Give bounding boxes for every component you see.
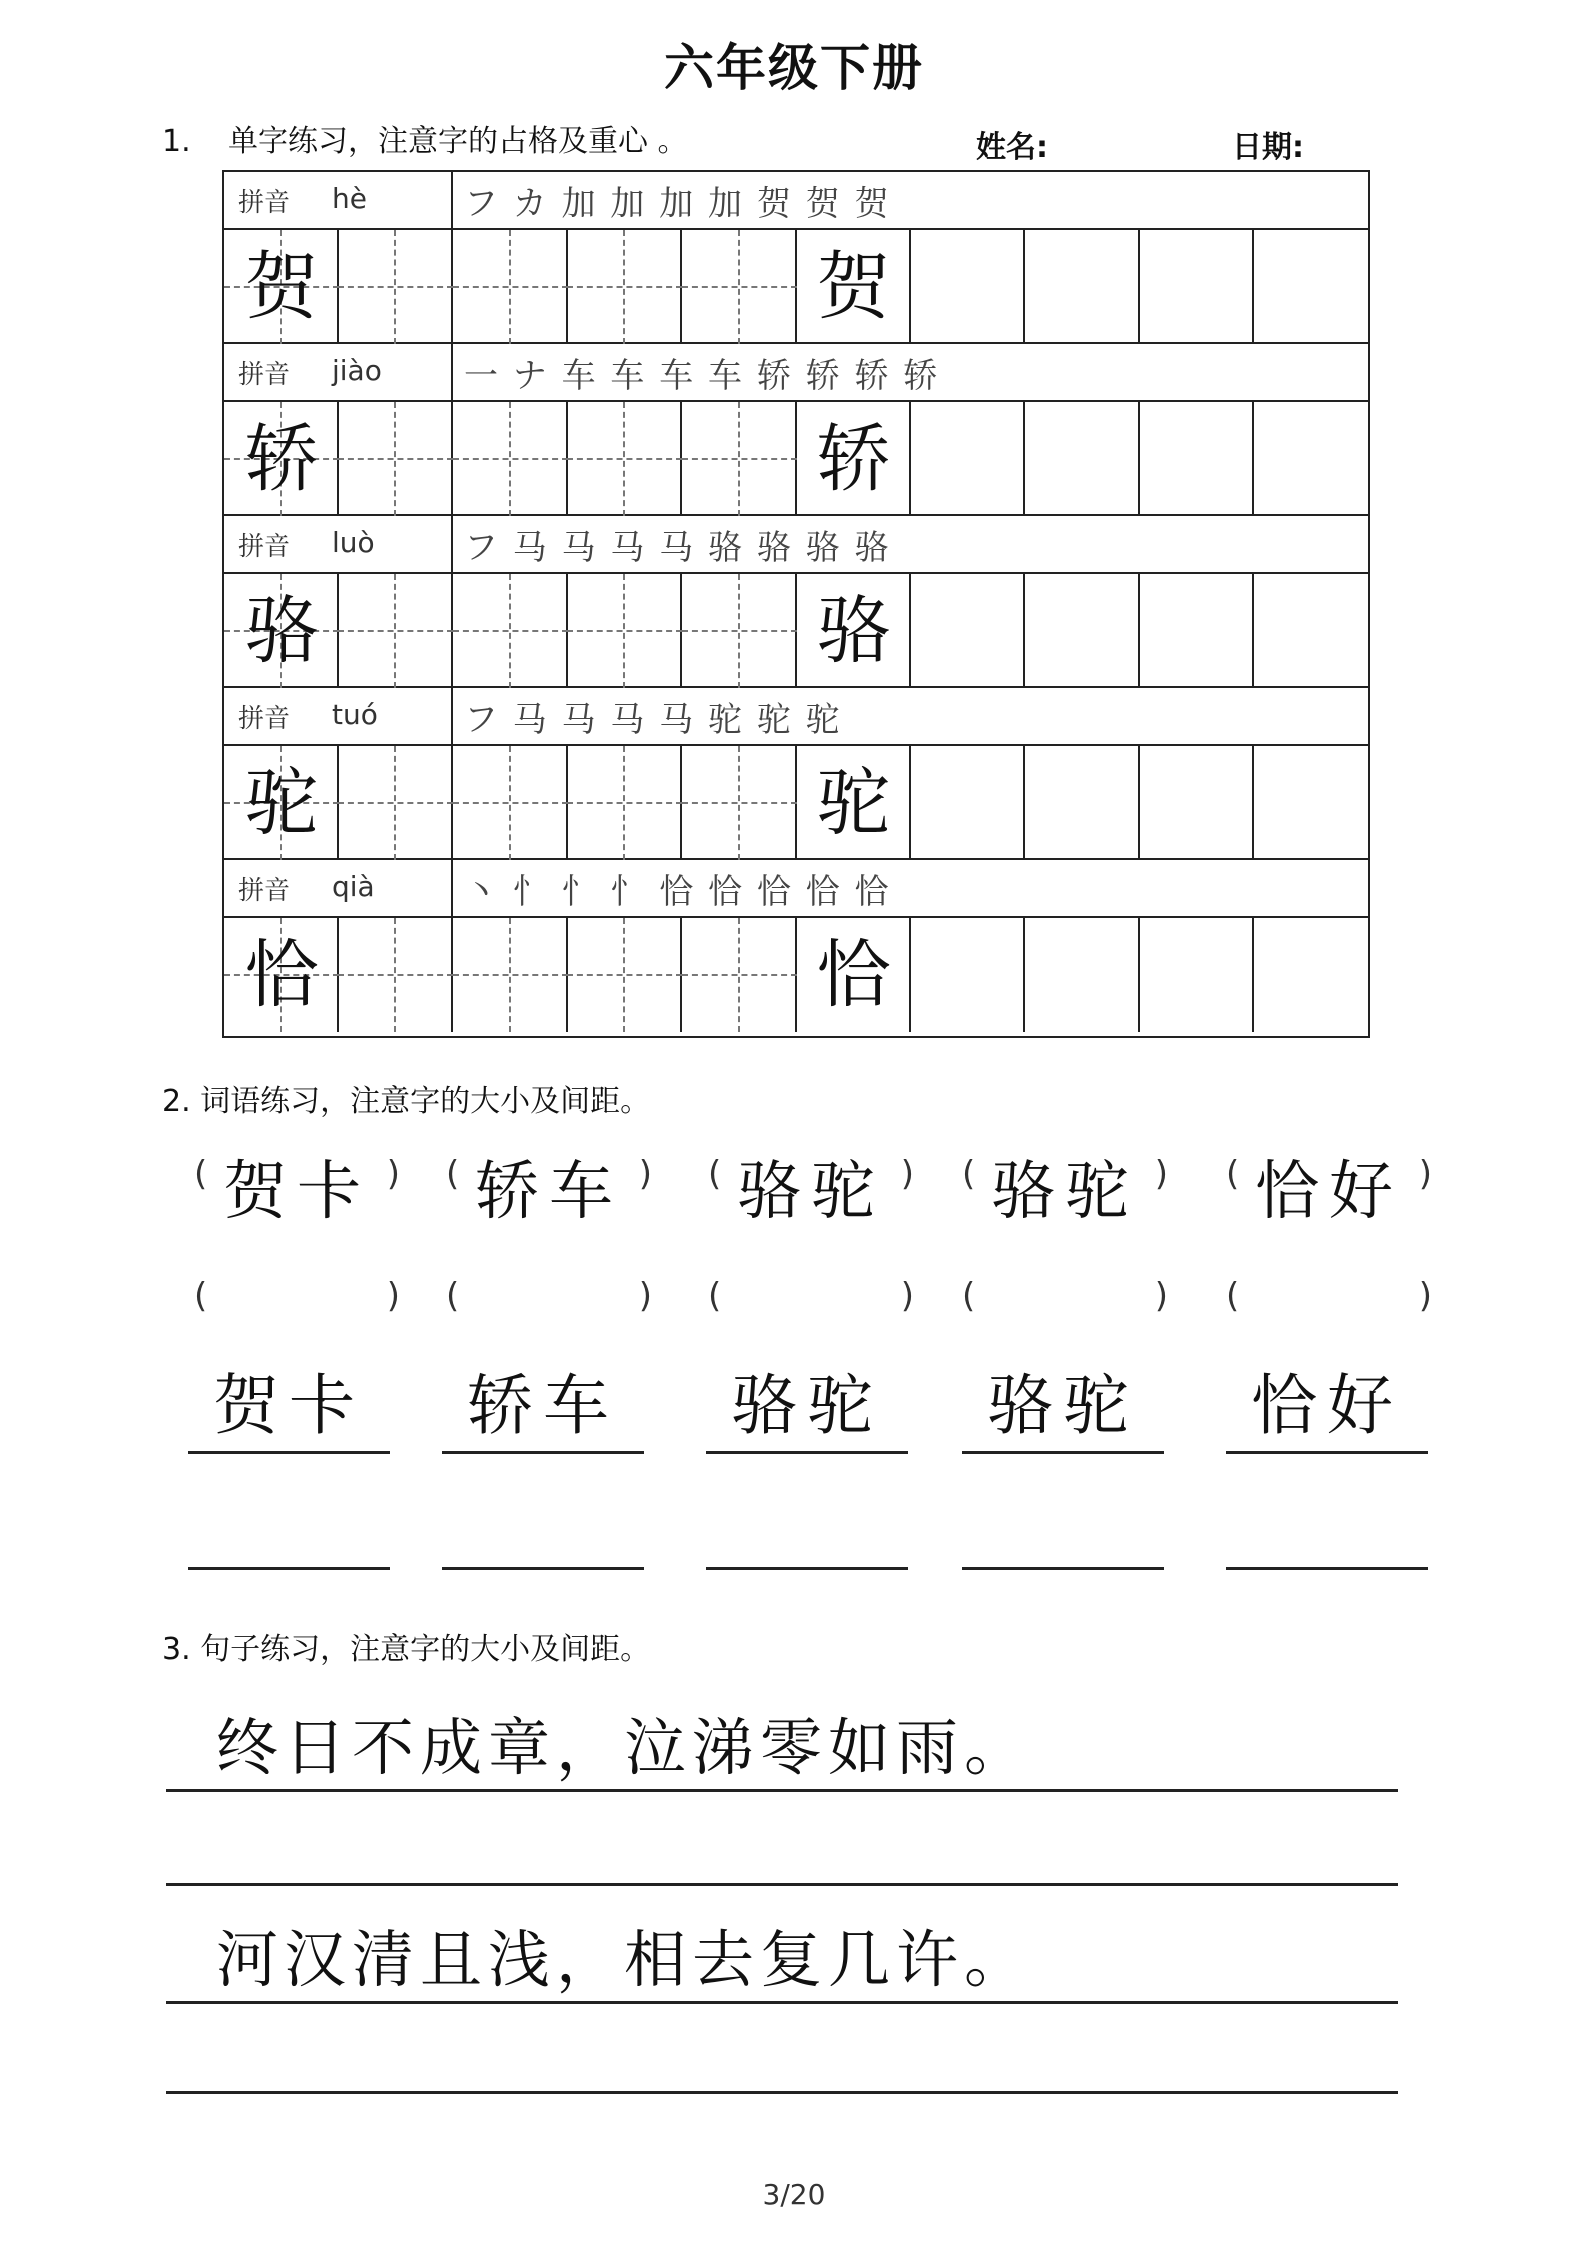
word-text: 恰好 xyxy=(1255,1155,1403,1229)
model-character-cell xyxy=(224,574,339,688)
right-paren: ) xyxy=(1154,1154,1168,1194)
sentence-text: 河汉清且浅，相去复几许。 xyxy=(216,1923,1033,1996)
model-character-cell xyxy=(224,918,339,1032)
left-paren: ( xyxy=(194,1154,208,1194)
cell-guide-horizontal xyxy=(453,458,568,460)
cell-guide-horizontal xyxy=(682,458,797,460)
practice-cell[interactable] xyxy=(338,230,453,344)
model-word-line xyxy=(442,1367,644,1454)
pinyin-label: 拼音 xyxy=(238,532,291,562)
cell-guide-horizontal xyxy=(338,802,453,804)
left-paren: ( xyxy=(446,1154,460,1194)
section1-heading-text: 单字练习，注意字的占格及重心 。 xyxy=(228,124,688,159)
left-paren: ( xyxy=(194,1276,208,1316)
model-sentence-line xyxy=(166,1702,1398,1792)
pinyin-answer-blank[interactable] xyxy=(446,1262,652,1342)
practice-word-line[interactable] xyxy=(706,1500,908,1570)
model-character: 骆 xyxy=(816,588,891,674)
practice-cell[interactable] xyxy=(338,746,453,860)
word-reading-with-pinyin-space xyxy=(962,1140,1168,1229)
model-character-cell xyxy=(224,402,339,516)
pinyin-divider xyxy=(451,688,453,746)
word-reading-with-pinyin-space xyxy=(194,1140,400,1229)
character-row xyxy=(224,402,1368,516)
cell-guide-horizontal xyxy=(338,974,453,976)
practice-sentence-line[interactable] xyxy=(166,1796,1398,1886)
stroke-order: 丶 忄 忄 忄 恰 恰 恰 恰 恰 xyxy=(464,872,891,912)
pinyin-value: jiào xyxy=(332,354,382,387)
practice-cell[interactable] xyxy=(910,230,1025,344)
right-paren: ) xyxy=(386,1154,400,1194)
practice-cell[interactable] xyxy=(453,402,568,516)
model-character-cell xyxy=(224,746,339,860)
practice-cell[interactable] xyxy=(1025,402,1140,516)
practice-cell[interactable] xyxy=(1025,918,1140,1032)
cell-guide-horizontal xyxy=(338,458,453,460)
model-character: 恰 xyxy=(244,932,319,1018)
pinyin-label: 拼音 xyxy=(238,704,291,734)
model-character: 驼 xyxy=(816,760,891,846)
pinyin-divider xyxy=(451,860,453,918)
model-character: 恰 xyxy=(816,932,891,1018)
practice-cell[interactable] xyxy=(1025,574,1140,688)
cell-guide-horizontal xyxy=(567,974,682,976)
practice-cell[interactable] xyxy=(682,746,797,860)
word-reading-with-pinyin-space xyxy=(708,1140,914,1229)
word-reading-with-pinyin-space xyxy=(446,1140,652,1229)
practice-cell[interactable] xyxy=(910,402,1025,516)
practice-cell[interactable] xyxy=(567,402,682,516)
cell-guide-horizontal xyxy=(567,286,682,288)
pinyin-divider xyxy=(451,344,453,402)
word-text: 骆驼 xyxy=(731,1367,883,1444)
pinyin-value: tuó xyxy=(332,698,378,731)
practice-cell[interactable] xyxy=(682,918,797,1032)
left-paren: ( xyxy=(446,1276,460,1316)
pinyin-value: qià xyxy=(332,870,375,903)
cell-guide-horizontal xyxy=(453,286,568,288)
right-paren: ) xyxy=(900,1154,914,1194)
practice-cell[interactable] xyxy=(338,918,453,1032)
cell-guide-horizontal xyxy=(453,630,568,632)
right-paren: ) xyxy=(638,1154,652,1194)
section2-heading: 2. 词语练习，注意字的大小及间距。 xyxy=(162,1084,651,1119)
character-practice-grid xyxy=(222,170,1370,1038)
model-character: 骆 xyxy=(244,588,319,674)
sentence-text: 终日不成章，泣涕零如雨。 xyxy=(216,1711,1033,1784)
pinyin-answer-blank[interactable] xyxy=(1226,1262,1432,1342)
practice-word-line[interactable] xyxy=(188,1500,390,1570)
practice-cell[interactable] xyxy=(567,574,682,688)
cell-guide-horizontal xyxy=(682,974,797,976)
cell-guide-horizontal xyxy=(682,630,797,632)
pinyin-answer-blank[interactable] xyxy=(708,1262,914,1342)
practice-cell[interactable] xyxy=(567,746,682,860)
left-paren: ( xyxy=(962,1276,976,1316)
model-character: 驼 xyxy=(244,760,319,846)
practice-cell[interactable] xyxy=(338,574,453,688)
model-word-line xyxy=(1226,1367,1428,1454)
practice-cell[interactable] xyxy=(1254,746,1369,860)
practice-cell[interactable] xyxy=(567,918,682,1032)
word-text: 恰好 xyxy=(1251,1367,1403,1444)
left-paren: ( xyxy=(962,1154,976,1194)
word-text: 轿车 xyxy=(475,1155,623,1229)
right-paren: ) xyxy=(1418,1154,1432,1194)
practice-cell[interactable] xyxy=(910,746,1025,860)
pinyin-divider xyxy=(451,516,453,574)
practice-cell[interactable] xyxy=(453,574,568,688)
model-word-line xyxy=(706,1367,908,1454)
pinyin-label: 拼音 xyxy=(238,188,291,218)
practice-cell[interactable] xyxy=(682,574,797,688)
date-label: 日期: xyxy=(1232,130,1304,165)
practice-cell[interactable] xyxy=(1254,230,1369,344)
model-character-cell xyxy=(796,574,911,688)
cell-guide-horizontal xyxy=(338,630,453,632)
cell-guide-horizontal xyxy=(567,630,682,632)
model-character-cell xyxy=(224,230,339,344)
model-character-cell xyxy=(796,230,911,344)
model-character: 轿 xyxy=(816,416,891,502)
model-word-line xyxy=(962,1367,1164,1454)
practice-word-line[interactable] xyxy=(442,1500,644,1570)
word-text: 骆驼 xyxy=(987,1367,1139,1444)
model-character: 轿 xyxy=(244,416,319,502)
pinyin-divider xyxy=(451,172,453,230)
stroke-order: フ 马 马 马 马 驼 驼 驼 xyxy=(464,700,842,740)
practice-cell[interactable] xyxy=(1139,574,1254,688)
practice-cell[interactable] xyxy=(682,402,797,516)
left-paren: ( xyxy=(1226,1154,1240,1194)
stroke-order: フ カ 加 加 加 加 贺 贺 贺 xyxy=(464,184,891,224)
left-paren: ( xyxy=(708,1154,722,1194)
pinyin-label: 拼音 xyxy=(238,360,291,390)
practice-cell[interactable] xyxy=(453,230,568,344)
practice-cell[interactable] xyxy=(1139,402,1254,516)
practice-cell[interactable] xyxy=(453,918,568,1032)
model-character-cell xyxy=(796,746,911,860)
pinyin-row xyxy=(224,344,1368,402)
character-row xyxy=(224,746,1368,860)
practice-cell[interactable] xyxy=(567,230,682,344)
word-text: 轿车 xyxy=(467,1367,619,1444)
pinyin-value: luò xyxy=(332,526,375,559)
model-sentence-line xyxy=(166,1914,1398,2004)
section3-heading: 3. 句子练习，注意字的大小及间距。 xyxy=(162,1632,651,1667)
word-text: 贺卡 xyxy=(213,1367,365,1444)
word-reading-with-pinyin-space xyxy=(1226,1140,1432,1229)
cell-guide-horizontal xyxy=(682,802,797,804)
practice-cell[interactable] xyxy=(1139,230,1254,344)
practice-cell[interactable] xyxy=(338,402,453,516)
practice-cell[interactable] xyxy=(453,746,568,860)
section1-number: 1. xyxy=(162,124,191,159)
right-paren: ) xyxy=(1418,1276,1432,1316)
model-character: 贺 xyxy=(244,244,319,330)
practice-cell[interactable] xyxy=(1254,574,1369,688)
page-title: 六年级下册 xyxy=(664,39,924,97)
character-row xyxy=(224,230,1368,344)
practice-cell[interactable] xyxy=(910,574,1025,688)
right-paren: ) xyxy=(638,1276,652,1316)
word-text: 骆驼 xyxy=(991,1155,1139,1229)
practice-cell[interactable] xyxy=(1139,746,1254,860)
page-number: 3/20 xyxy=(762,2178,826,2211)
right-paren: ) xyxy=(1154,1276,1168,1316)
left-paren: ( xyxy=(708,1276,722,1316)
cell-guide-horizontal xyxy=(567,802,682,804)
cell-guide-horizontal xyxy=(338,286,453,288)
left-paren: ( xyxy=(1226,1276,1240,1316)
cell-guide-horizontal xyxy=(682,286,797,288)
pinyin-answer-blank[interactable] xyxy=(194,1262,400,1342)
character-row xyxy=(224,574,1368,688)
pinyin-row xyxy=(224,860,1368,918)
practice-word-line[interactable] xyxy=(1226,1500,1428,1570)
pinyin-row xyxy=(224,688,1368,746)
model-character-cell xyxy=(796,918,911,1032)
model-word-line xyxy=(188,1367,390,1454)
word-text: 贺卡 xyxy=(223,1155,371,1229)
pinyin-value: hè xyxy=(332,182,367,215)
character-row xyxy=(224,918,1368,1032)
pinyin-label: 拼音 xyxy=(238,876,291,906)
model-character-cell xyxy=(796,402,911,516)
practice-cell[interactable] xyxy=(1254,918,1369,1032)
stroke-order: フ 马 马 马 马 骆 骆 骆 骆 xyxy=(464,528,891,568)
cell-guide-horizontal xyxy=(567,458,682,460)
pinyin-row xyxy=(224,172,1368,230)
practice-cell[interactable] xyxy=(1254,402,1369,516)
practice-cell[interactable] xyxy=(1025,746,1140,860)
word-text: 骆驼 xyxy=(737,1155,885,1229)
pinyin-answer-blank[interactable] xyxy=(962,1262,1168,1342)
pinyin-row xyxy=(224,516,1368,574)
section1-heading xyxy=(162,116,688,160)
practice-cell[interactable] xyxy=(1025,230,1140,344)
practice-cell[interactable] xyxy=(910,918,1025,1032)
cell-guide-horizontal xyxy=(453,802,568,804)
practice-cell[interactable] xyxy=(1139,918,1254,1032)
practice-cell[interactable] xyxy=(682,230,797,344)
stroke-order: 一 ナ 车 车 车 车 轿 轿 轿 轿 xyxy=(464,356,940,396)
right-paren: ) xyxy=(386,1276,400,1316)
cell-guide-horizontal xyxy=(453,974,568,976)
practice-sentence-line[interactable] xyxy=(166,2004,1398,2094)
practice-word-line[interactable] xyxy=(962,1500,1164,1570)
model-character: 贺 xyxy=(816,244,891,330)
name-label: 姓名: xyxy=(976,130,1048,165)
right-paren: ) xyxy=(900,1276,914,1316)
